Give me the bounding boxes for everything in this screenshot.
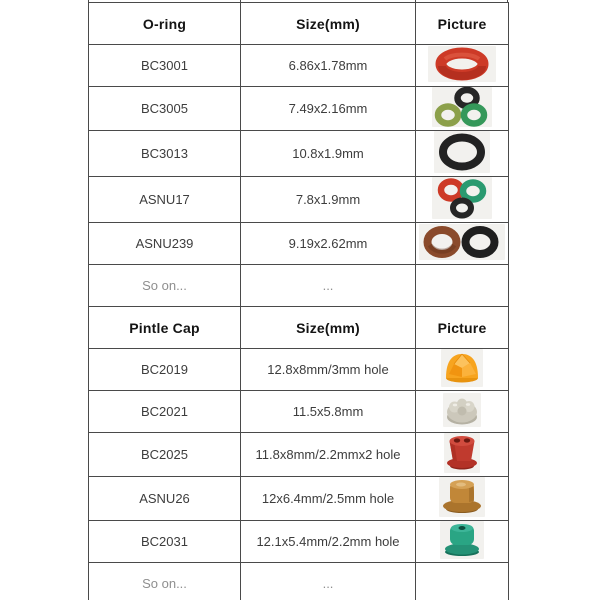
empty-picture-cell <box>416 563 509 600</box>
column-header-size: Size(mm) <box>241 307 416 349</box>
part-size: 7.49x2.16mm <box>241 87 416 131</box>
part-picture-cell <box>416 131 509 177</box>
part-size: 12x6.4mm/2.5mm hole <box>241 477 416 521</box>
table-row <box>89 131 509 177</box>
table-row <box>89 223 509 265</box>
so-on-size: ... <box>241 265 416 307</box>
table-row <box>89 391 509 433</box>
column-header-oring: O-ring <box>89 3 241 45</box>
amber-pintle-cap-image <box>439 477 485 517</box>
part-size: 11.8x8mm/2.2mmx2 hole <box>241 433 416 477</box>
part-number: BC3013 <box>89 131 241 177</box>
red-green-black-orings-image <box>432 177 492 219</box>
part-size: 9.19x2.62mm <box>241 223 416 265</box>
table-row <box>89 265 509 307</box>
part-size: 12.8x8mm/3mm hole <box>241 349 416 391</box>
red-oring-image <box>428 46 496 82</box>
large-black-oring-image <box>434 131 490 173</box>
so-on-label: So on... <box>89 265 241 307</box>
red-pintle-cap-image <box>444 433 480 473</box>
part-number: ASNU26 <box>89 477 241 521</box>
part-number: BC2019 <box>89 349 241 391</box>
table-row <box>89 45 509 87</box>
column-header-size: Size(mm) <box>241 3 416 45</box>
part-number: ASNU17 <box>89 177 241 223</box>
brown-and-black-orings-image <box>419 224 505 260</box>
table-row <box>89 477 509 521</box>
column-header-picture: Picture <box>416 307 509 349</box>
part-picture-cell <box>416 45 509 87</box>
part-picture-cell <box>416 349 509 391</box>
table-row <box>89 433 509 477</box>
column-header-pintle-cap: Pintle Cap <box>89 307 241 349</box>
part-picture-cell <box>416 87 509 131</box>
oring-header-row <box>89 3 509 45</box>
part-picture-cell <box>416 433 509 477</box>
table-row <box>89 563 509 600</box>
part-size: 11.5x5.8mm <box>241 391 416 433</box>
part-number: BC2021 <box>89 391 241 433</box>
table-row <box>89 177 509 223</box>
part-number: BC3001 <box>89 45 241 87</box>
part-size: 10.8x1.9mm <box>241 131 416 177</box>
part-picture-cell <box>416 391 509 433</box>
black-olive-green-orings-image <box>432 87 492 127</box>
pintle-cap-header-row <box>89 307 509 349</box>
part-size: 6.86x1.78mm <box>241 45 416 87</box>
part-number: BC2031 <box>89 521 241 563</box>
part-size: 12.1x5.4mm/2.2mm hole <box>241 521 416 563</box>
column-header-picture: Picture <box>416 3 509 45</box>
green-pintle-cap-image <box>440 521 484 559</box>
table-row <box>89 521 509 563</box>
orange-pintle-cap-image <box>441 349 483 387</box>
empty-picture-cell <box>416 265 509 307</box>
so-on-size: ... <box>241 563 416 600</box>
part-picture-cell <box>416 177 509 223</box>
part-picture-cell <box>416 521 509 563</box>
table-row <box>89 87 509 131</box>
part-number: ASNU239 <box>89 223 241 265</box>
table-row <box>89 349 509 391</box>
part-size: 7.8x1.9mm <box>241 177 416 223</box>
part-picture-cell <box>416 477 509 521</box>
part-picture-cell <box>416 223 509 265</box>
so-on-label: So on... <box>89 563 241 600</box>
white-pintle-cap-image <box>443 393 481 427</box>
part-number: BC3005 <box>89 87 241 131</box>
part-number: BC2025 <box>89 433 241 477</box>
parts-table <box>88 2 509 600</box>
